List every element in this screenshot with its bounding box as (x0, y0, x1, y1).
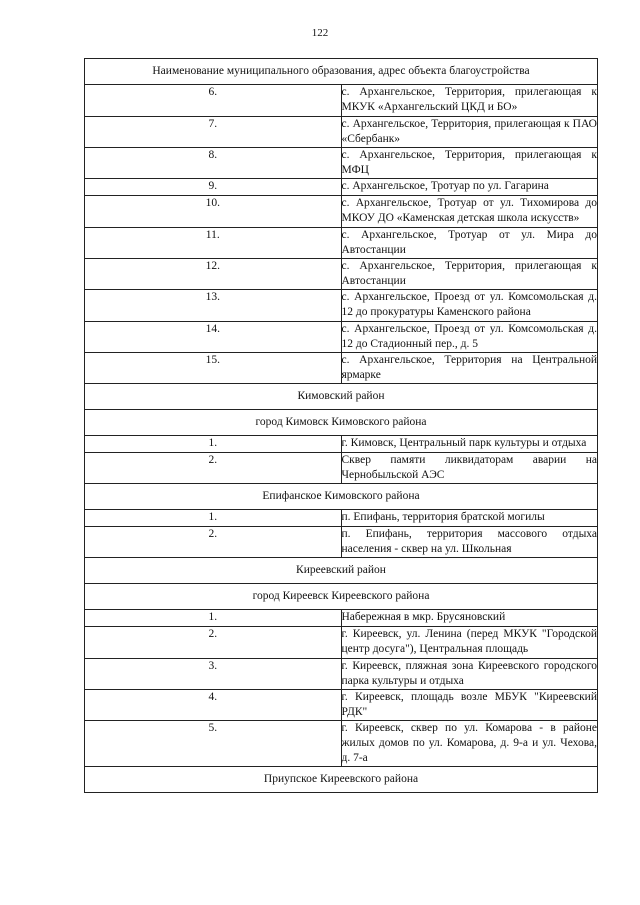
table-row (85, 322, 598, 353)
table-row (85, 453, 598, 484)
table-row (85, 610, 598, 627)
row-number: 1. (85, 510, 342, 527)
row-number: 2. (85, 627, 342, 659)
row-number: 7. (85, 117, 342, 148)
section-heading-row (85, 584, 598, 610)
row-number: 3. (85, 659, 342, 690)
row-text: г. Киреевск, сквер по ул. Комарова - в районе жилых домов по ул. Комарова, д. 9-а и ул. Чехова, д. 7-а (341, 721, 598, 767)
row-text: г. Кимовск, Центральный парк культуры и отдыха (341, 436, 598, 453)
row-text: с. Архангельское, Территория, прилегающая к ПАО «Сбербанк» (341, 117, 598, 148)
section-heading: Киреевский район (85, 558, 598, 584)
table-row (85, 196, 598, 228)
row-number: 4. (85, 690, 342, 721)
row-text: с. Архангельское, Территория, прилегающая к Автостанции (341, 259, 598, 290)
table-row (85, 436, 598, 453)
row-text: с. Архангельское, Тротуар от ул. Тихомирова до МКОУ ДО «Каменская детская школа искусств» (341, 196, 598, 228)
row-text: с. Архангельское, Территория, прилегающая к МФЦ (341, 148, 598, 179)
row-number: 10. (85, 196, 342, 228)
row-number: 1. (85, 610, 342, 627)
row-number: 14. (85, 322, 342, 353)
row-text: г. Киреевск, пляжная зона Киреевского городского парка культуры и отдыха (341, 659, 598, 690)
table-row (85, 259, 598, 290)
table-row (85, 228, 598, 259)
page-number: 122 (311, 27, 329, 39)
objects-table (84, 58, 598, 793)
row-number: 13. (85, 290, 342, 322)
table-row (85, 510, 598, 527)
table-header: Наименование муниципального образования, адрес объекта благоустройства (85, 59, 598, 85)
section-heading-row (85, 410, 598, 436)
table-header-row (85, 59, 598, 85)
row-text: г. Киреевск, площадь возле МБУК "Киреевский РДК" (341, 690, 598, 721)
section-heading: Приупское Киреевского района (85, 767, 598, 793)
row-text: Сквер памяти ликвидаторам аварии на Чернобыльской АЭС (341, 453, 598, 484)
row-number: 6. (85, 85, 342, 117)
row-text: с. Архангельское, Тротуар от ул. Мира до Автостанции (341, 228, 598, 259)
row-text: с. Архангельское, Проезд от ул. Комсомольская д. 12 до прокуратуры Каменского района (341, 290, 598, 322)
row-number: 11. (85, 228, 342, 259)
row-text: с. Архангельское, Проезд от ул. Комсомольская д. 12 до Стадионный пер., д. 5 (341, 322, 598, 353)
table-row (85, 690, 598, 721)
section-heading: город Киреевск Киреевского района (85, 584, 598, 610)
row-number: 12. (85, 259, 342, 290)
row-number: 15. (85, 353, 342, 384)
table-row (85, 179, 598, 196)
section-heading-row (85, 484, 598, 510)
table-row (85, 148, 598, 179)
row-number: 2. (85, 527, 342, 558)
table-row (85, 117, 598, 148)
row-number: 1. (85, 436, 342, 453)
row-number: 9. (85, 179, 342, 196)
section-heading-row (85, 558, 598, 584)
row-text: г. Киреевск, ул. Ленина (перед МКУК "Городской центр досуга"), Центральная площадь (341, 627, 598, 659)
row-text: п. Епифань, территория братской могилы (341, 510, 598, 527)
row-number: 5. (85, 721, 342, 767)
table-row (85, 353, 598, 384)
section-heading-row (85, 384, 598, 410)
row-text: с. Архангельское, Территория, прилегающая к МКУК «Архангельский ЦКД и БО» (341, 85, 598, 117)
table-row (85, 290, 598, 322)
row-text: Набережная в мкр. Брусяновский (341, 610, 598, 627)
row-text: п. Епифань, территория массового отдыха населения - сквер на ул. Школьная (341, 527, 598, 558)
table-row (85, 627, 598, 659)
table-row (85, 527, 598, 558)
table-row (85, 721, 598, 767)
table-row (85, 85, 598, 117)
table-row (85, 659, 598, 690)
section-heading: город Кимовск Кимовского района (85, 410, 598, 436)
row-text: с. Архангельское, Территория на Центральной ярмарке (341, 353, 598, 384)
section-heading-row (85, 767, 598, 793)
section-heading: Епифанское Кимовского района (85, 484, 598, 510)
row-text: с. Архангельское, Тротуар по ул. Гагарина (341, 179, 598, 196)
section-heading: Кимовский район (85, 384, 598, 410)
row-number: 8. (85, 148, 342, 179)
row-number: 2. (85, 453, 342, 484)
